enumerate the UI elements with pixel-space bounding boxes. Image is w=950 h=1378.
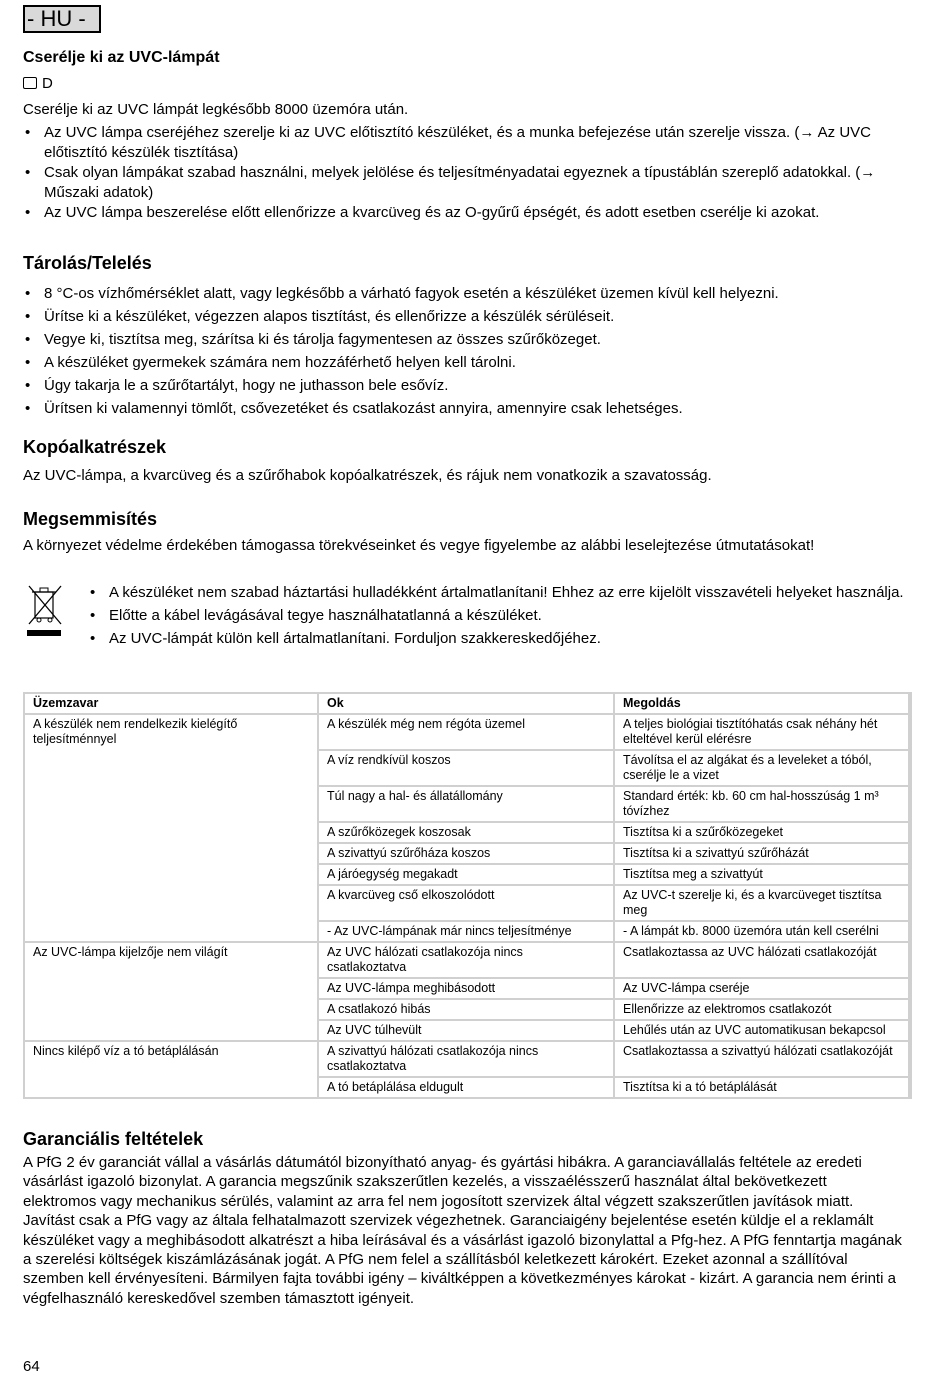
cause-cell: Az UVC-lámpa meghibásodott xyxy=(319,979,615,1000)
list-item: • Az UVC lámpa cseréjéhez szerelje ki az UVC előtisztító készüléket, és a munka befejezése után szerelje vissza. (→ Az UVC előtisztító készülék tisztítása) xyxy=(25,124,872,161)
list-item: • Úgy takarja le a szűrőtartályt, hogy ne juthasson bele esővíz. xyxy=(25,377,449,394)
solution-cell: Tisztítsa ki a szivattyú szűrőházát xyxy=(615,844,910,865)
solution-cell: Az UVC-t szerelje ki, és a kvarcüveget tisztítsa meg xyxy=(615,886,910,922)
cause-cell: A kvarcüveg cső elkoszolódott xyxy=(319,886,615,922)
cause-cell: A szűrőközegek koszosak xyxy=(319,823,615,844)
uvc-replace-intro: Cserélje ki az UVC lámpát legkésőbb 8000 üzemóra után. xyxy=(23,101,409,118)
warranty-heading: Garanciális feltételek xyxy=(23,1129,204,1149)
cause-cell: - Az UVC-lámpának már nincs teljesítménye xyxy=(319,922,615,943)
list-item: • Ürítsen ki valamennyi tömlőt, csővezetéket és csatlakozást annyira, amennyire csak lehetséges. xyxy=(25,400,683,417)
solution-cell: Csatlakoztassa a szivattyú hálózati csatlakozóját xyxy=(615,1042,910,1078)
cause-cell: A járóegység megakadt xyxy=(319,865,615,886)
tool-icon xyxy=(23,77,37,89)
uvc-replace-heading: Cserélje ki az UVC-lámpát xyxy=(23,49,220,66)
list-item: • Az UVC-lámpát külön kell ártalmatlanítani. Forduljon szakkereskedőjéhez. xyxy=(90,630,601,647)
cause-cell: A víz rendkívül koszos xyxy=(319,751,615,787)
storage-list xyxy=(23,282,913,420)
list-item: • Előtte a kábel levágásával tegye használhatatlanná a készüléket. xyxy=(90,607,542,624)
solution-cell: Az UVC-lámpa cseréje xyxy=(615,979,910,1000)
list-item: • Csak olyan lámpákat szabad használni, melyek jelölése és teljesítményadatai egyeznek a típustáblán szereplő adatokkal. (→ Műszaki adatok) xyxy=(25,164,876,201)
language-badge: - HU - xyxy=(23,5,101,33)
reference-label: D xyxy=(42,75,53,92)
cause-cell: Az UVC túlhevült xyxy=(319,1021,615,1042)
fault-cell: Az UVC-lámpa kijelzője nem világít xyxy=(25,943,319,1042)
warranty-text: A PfG 2 év garanciát vállal a vásárlás dátumától bizonyítható anyag- és gyártási hibákra. A garanciavállalás feltétele az eredeti vásárlást igazoló bizonylat. A garancia megszűnik szakszerűtlen kezelés, a visszaélésszerű használat által bekövetkezett elektromos vagy mechanikus sérülés, valamint az arra fel nem jogosított szervizek által végzett szakszerűtlen javítások miatt. Javítást csak a PfG vagy az általa felhatalmazott szervizek végezhetnek. Garanciaigény bejelentése esetén küldje el a reklamált készüléket vagy a meghibásodott alkatrészt a hiba leírásával és a vásárlást igazoló bizonylattal a Pfg-hez. A PfG fenntartja magának a szerelési költségek kiszámlázásának jogát. A PfG nem felel a szállításból keletkezett károkért. Ezeket azonnal a szállítóval szemben kell érvényesíteni. Bármilyen fajta további igény – kiváltképpen a következményes károkat - kizárt. A garancia nem érinti a végfelhasználó kereskedővel szemben támasztott igényeit. xyxy=(23,1154,902,1307)
solution-cell: Tisztítsa ki a tó betáplálását xyxy=(615,1078,910,1097)
list-item: • Ürítse ki a készüléket, végezzen alapos tisztítást, és ellenőrizze a készülék sérüléseit. xyxy=(25,308,615,325)
cause-cell: A szivattyú szűrőháza koszos xyxy=(319,844,615,865)
solution-cell: Tisztítsa meg a szivattyút xyxy=(615,865,910,886)
fault-cell: Nincs kilépő víz a tó betáplálásán xyxy=(25,1042,319,1097)
table-header-row xyxy=(25,694,910,715)
cause-cell: A tó betáplálása eldugult xyxy=(319,1078,615,1097)
table-row xyxy=(25,1042,910,1078)
disposal-intro: A környezet védelme érdekében támogassa törekvéseinket és vegye figyelembe az alábbi leselejtezése útmutatásokat! xyxy=(23,537,815,554)
column-header: Ok xyxy=(319,694,615,715)
cause-cell: A szivattyú hálózati csatlakozója nincs csatlakoztatva xyxy=(319,1042,615,1078)
cause-cell: Túl nagy a hal- és állatállomány xyxy=(319,787,615,823)
solution-cell: Csatlakoztassa az UVC hálózati csatlakozóját xyxy=(615,943,910,979)
column-header: Üzemzavar xyxy=(25,694,319,715)
cause-cell: Az UVC hálózati csatlakozója nincs csatlakoztatva xyxy=(319,943,615,979)
solution-cell: - A lámpát kb. 8000 üzemóra után kell cserélni xyxy=(615,922,910,943)
wear-parts-heading: Kopóalkatrészek xyxy=(23,437,167,457)
solution-cell: Tisztítsa ki a szűrőközegeket xyxy=(615,823,910,844)
fault-cell: A készülék nem rendelkezik kielégítő teljesítménnyel xyxy=(25,715,319,943)
list-item: • Vegye ki, tisztítsa meg, szárítsa ki és tárolja fagymentesen az összes szűrőközeget. xyxy=(25,331,601,348)
crossed-bin-icon xyxy=(25,584,65,638)
list-item: • 8 °C-os vízhőmérséklet alatt, vagy legkésőbb a várható fagyok esetén a készüléket üzemen kívül kell helyezni. xyxy=(25,285,779,302)
list-item: • A készüléket nem szabad háztartási hulladékként ártalmatlanítani! Ehhez az erre kijelölt visszavételi helyeket használja. xyxy=(90,584,904,601)
disposal-heading: Megsemmisítés xyxy=(23,509,158,529)
solution-cell: Standard érték: kb. 60 cm hal-hosszúság 1 m³ tóvízhez xyxy=(615,787,910,823)
list-item: • Az UVC lámpa beszerelése előtt ellenőrizze a kvarcüveg és az O-gyűrű épségét, és adott esetben cserélje ki azokat. xyxy=(25,204,820,221)
table-row xyxy=(25,943,910,979)
solution-cell: Távolítsa el az algákat és a leveleket a tóból, cserélje le a vizet xyxy=(615,751,910,787)
table-row xyxy=(25,715,910,751)
cause-cell: A készülék még nem régóta üzemel xyxy=(319,715,615,751)
solution-cell: Lehűlés után az UVC automatikusan bekapcsol xyxy=(615,1021,910,1042)
uvc-replace-reference xyxy=(23,74,913,94)
disposal-list xyxy=(88,583,913,649)
uvc-replace-list xyxy=(23,123,913,223)
solution-cell: Ellenőrizze az elektromos csatlakozót xyxy=(615,1000,910,1021)
wear-parts-text: Az UVC-lámpa, a kvarcüveg és a szűrőhabok kopóalkatrészek, és rájuk nem vonatkozik a szavatosság. xyxy=(23,467,712,484)
storage-heading: Tárolás/Telelés xyxy=(23,253,152,273)
column-header: Megoldás xyxy=(615,694,910,715)
solution-cell: A teljes biológiai tisztítóhatás csak néhány hét elteltével kerül elérésre xyxy=(615,715,910,751)
page-number: 64 xyxy=(23,1358,40,1375)
cause-cell: A csatlakozó hibás xyxy=(319,1000,615,1021)
troubleshooting-table xyxy=(23,692,912,1099)
list-item: • A készüléket gyermekek számára nem hozzáférhető helyen kell tárolni. xyxy=(25,354,516,371)
